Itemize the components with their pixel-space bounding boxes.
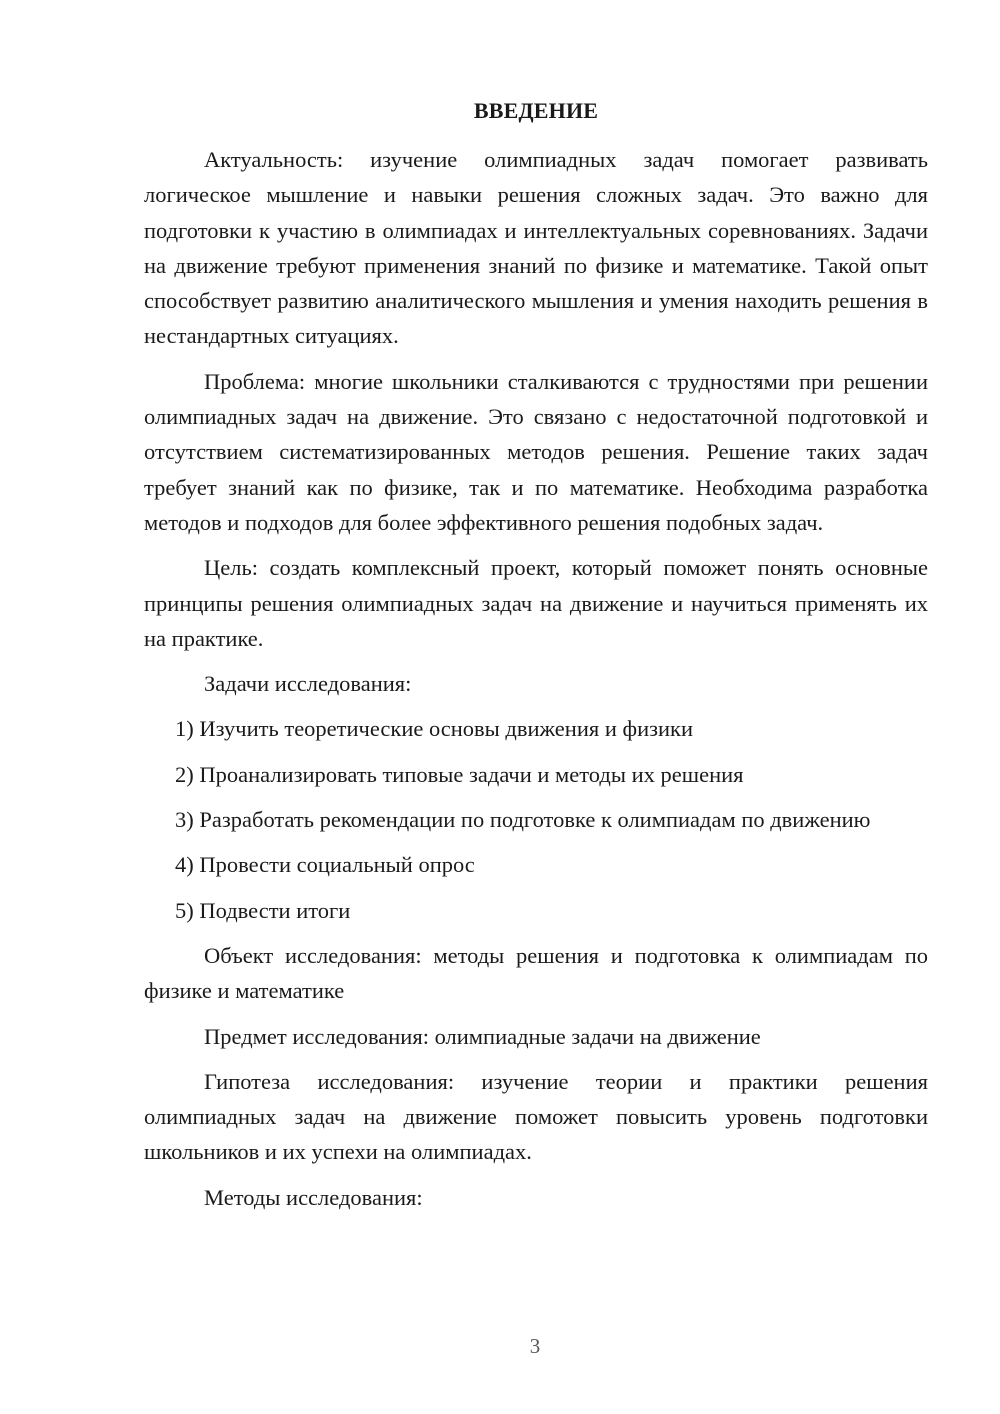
- task-item: 4) Провести социальный опрос: [175, 852, 475, 878]
- page-content: [144, 98, 928, 1215]
- methods-heading: Методы исследования:: [204, 1184, 423, 1210]
- goal-paragraph: Цель: создать комплексный проект, который поможет понять основные принципы решения олимпиадных задач на движение и научиться применять их на практике.: [144, 555, 928, 651]
- tasks-heading: Задачи исследования:: [204, 671, 412, 697]
- problem-paragraph: Проблема: многие школьники сталкиваются с трудностями при решении олимпиадных задач на движение. Это связано с недостаточной подготовкой и отсутствием систематизированных методов решения. Решение таких задач требует знаний как по физике, так и по математике. Необходима разработка методов и подходов для более эффективного решения подобных задач.: [144, 368, 928, 535]
- relevance-paragraph: Актуальность: изучение олимпиадных задач помогает развивать логическое мышление и навыки решения сложных задач. Это важно для подготовки к участию в олимпиадах и интеллектуальных соревнованиях. Задачи на движение требуют применения знаний по физике и математике. Такой опыт способствует развитию аналитического мышления и умения находить решения в нестандартных ситуациях.: [144, 147, 928, 349]
- task-item: 1) Изучить теоретические основы движения и физики: [175, 716, 694, 742]
- task-item: 3) Разработать рекомендации по подготовке к олимпиадам по движению: [175, 807, 871, 833]
- task-item: 2) Проанализировать типовые задачи и методы их решения: [175, 761, 744, 787]
- hypothesis-paragraph: Гипотеза исследования: изучение теории и практики решения олимпиадных задач на движение поможет повысить уровень подготовки школьников и их успехи на олимпиадах.: [144, 1068, 928, 1165]
- section-title: ВВЕДЕНИЕ: [473, 98, 599, 123]
- subject-paragraph: Предмет исследования: олимпиадные задачи на движение: [204, 1023, 761, 1049]
- object-paragraph: Объект исследования: методы решения и подготовка к олимпиадам по физике и математике: [144, 942, 928, 1004]
- tasks-list: [144, 711, 928, 927]
- page-number: 3: [529, 1334, 541, 1358]
- task-item: 5) Подвести итоги: [175, 897, 351, 923]
